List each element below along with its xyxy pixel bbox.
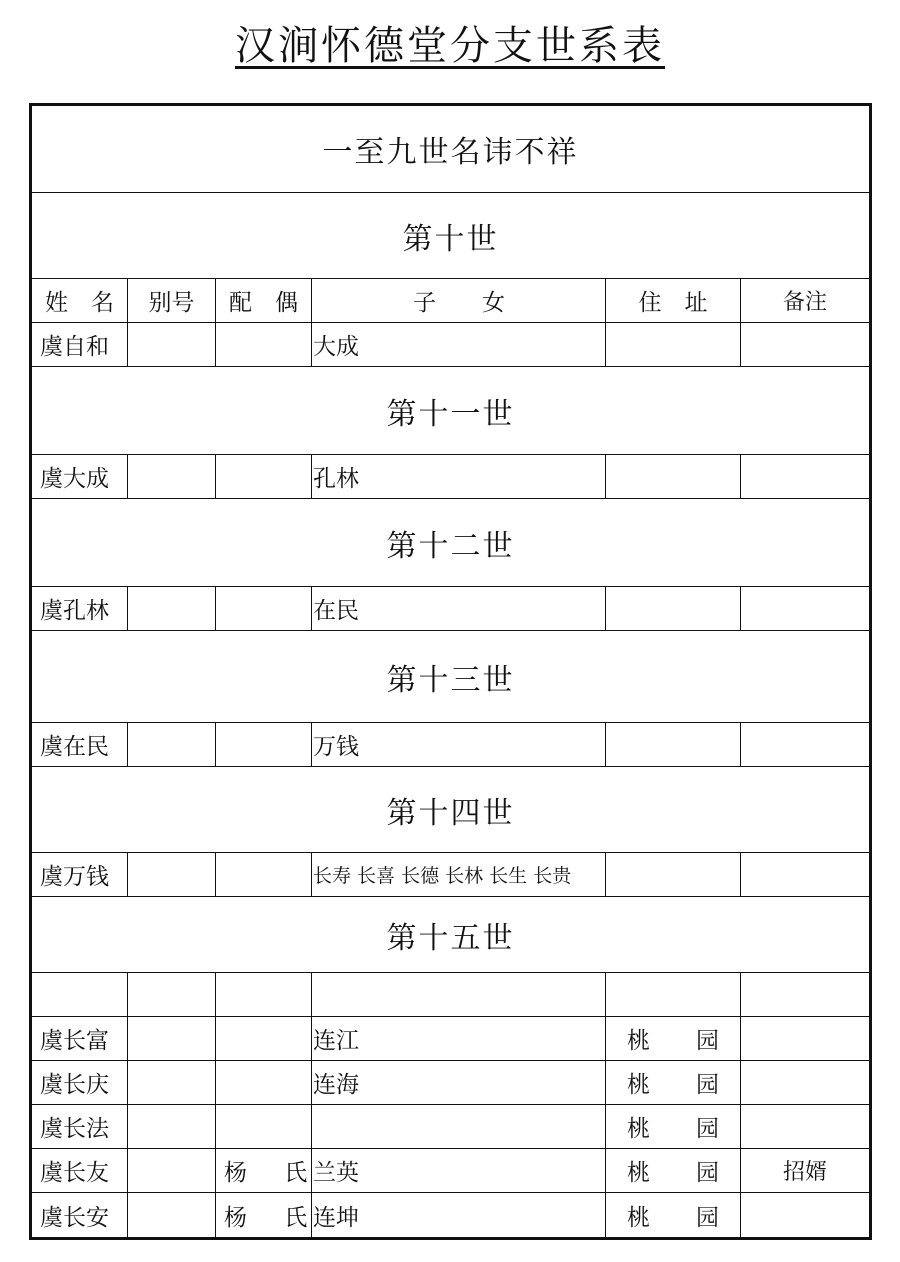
member-note — [741, 1105, 871, 1149]
member-row — [31, 1193, 871, 1239]
header-children: 子 女 — [312, 279, 606, 323]
member-alias — [128, 1017, 216, 1061]
generation-banner-row — [31, 499, 871, 587]
title-text: 汉涧怀德堂分支世系表 — [235, 23, 665, 69]
member-row — [31, 323, 871, 367]
empty-cell — [741, 973, 871, 1017]
member-note — [741, 1017, 871, 1061]
generation-banner-row — [31, 367, 871, 455]
member-spouse — [216, 1017, 312, 1061]
generation-banner-row — [31, 897, 871, 973]
member-alias — [128, 1105, 216, 1149]
member-address — [606, 455, 741, 499]
lineage-table — [29, 103, 872, 1240]
member-alias — [128, 455, 216, 499]
member-alias — [128, 723, 216, 767]
empty-cell — [31, 973, 128, 1017]
member-row — [31, 1061, 871, 1105]
member-name: 虞长庆 — [31, 1061, 128, 1105]
member-spouse — [216, 587, 312, 631]
empty-cell — [128, 973, 216, 1017]
member-note — [741, 455, 871, 499]
generation-banner: 第十一世 — [31, 367, 871, 455]
member-alias — [128, 853, 216, 897]
member-row — [31, 1017, 871, 1061]
member-note — [741, 323, 871, 367]
member-spouse: 杨 氏 — [216, 1149, 312, 1193]
member-children: 连海 — [312, 1061, 606, 1105]
member-children: 万钱 — [312, 723, 606, 767]
generation-banner: 第十三世 — [31, 631, 871, 723]
header-alias: 别号 — [128, 279, 216, 323]
member-children: 长寿 长喜 长德 长林 长生 长贵 — [312, 853, 606, 897]
member-row — [31, 587, 871, 631]
generation-banner-row — [31, 767, 871, 853]
empty-cell — [606, 973, 741, 1017]
member-children: 在民 — [312, 587, 606, 631]
member-row — [31, 455, 871, 499]
member-alias — [128, 1149, 216, 1193]
member-spouse — [216, 1105, 312, 1149]
member-row — [31, 1105, 871, 1149]
member-children — [312, 1105, 606, 1149]
member-spouse — [216, 1061, 312, 1105]
member-spouse: 杨 氏 — [216, 1193, 312, 1239]
header-note: 备注 — [741, 279, 871, 323]
header-address: 住 址 — [606, 279, 741, 323]
member-note — [741, 1193, 871, 1239]
member-name: 虞万钱 — [31, 853, 128, 897]
member-address: 桃 园 — [606, 1149, 741, 1193]
member-alias — [128, 1061, 216, 1105]
generation-banner-row — [31, 193, 871, 279]
member-name: 虞长富 — [31, 1017, 128, 1061]
intro-banner-row — [31, 105, 871, 193]
member-children: 孔林 — [312, 455, 606, 499]
generation-banner: 第十四世 — [31, 767, 871, 853]
member-name: 虞长安 — [31, 1193, 128, 1239]
member-address: 桃 园 — [606, 1193, 741, 1239]
member-children: 连江 — [312, 1017, 606, 1061]
document-title — [0, 14, 900, 71]
member-spouse — [216, 723, 312, 767]
member-note — [741, 587, 871, 631]
member-children: 兰英 — [312, 1149, 606, 1193]
generation-banner: 第十二世 — [31, 499, 871, 587]
member-spouse — [216, 323, 312, 367]
member-note — [741, 1061, 871, 1105]
empty-cell — [216, 973, 312, 1017]
member-note — [741, 723, 871, 767]
member-note: 招婿 — [741, 1149, 871, 1193]
member-alias — [128, 1193, 216, 1239]
member-address — [606, 723, 741, 767]
generation-banner-row — [31, 631, 871, 723]
member-address — [606, 587, 741, 631]
header-spouse: 配 偶 — [216, 279, 312, 323]
member-name: 虞长友 — [31, 1149, 128, 1193]
member-name: 虞自和 — [31, 323, 128, 367]
member-name: 虞在民 — [31, 723, 128, 767]
member-row — [31, 723, 871, 767]
member-alias — [128, 323, 216, 367]
member-name: 虞孔林 — [31, 587, 128, 631]
member-name: 虞长法 — [31, 1105, 128, 1149]
member-address: 桃 园 — [606, 1061, 741, 1105]
column-header-row — [31, 279, 871, 323]
generation-banner: 第十世 — [31, 193, 871, 279]
member-spouse — [216, 455, 312, 499]
member-address — [606, 853, 741, 897]
member-spouse — [216, 853, 312, 897]
member-children: 连坤 — [312, 1193, 606, 1239]
member-note — [741, 853, 871, 897]
member-children: 大成 — [312, 323, 606, 367]
member-alias — [128, 587, 216, 631]
member-address — [606, 323, 741, 367]
member-name: 虞大成 — [31, 455, 128, 499]
generation-banner: 第十五世 — [31, 897, 871, 973]
member-row — [31, 853, 871, 897]
intro-banner: 一至九世名讳不祥 — [31, 105, 871, 193]
member-address: 桃 园 — [606, 1105, 741, 1149]
header-name: 姓 名 — [31, 279, 128, 323]
empty-row — [31, 973, 871, 1017]
member-row — [31, 1149, 871, 1193]
empty-cell — [312, 973, 606, 1017]
member-address: 桃 园 — [606, 1017, 741, 1061]
